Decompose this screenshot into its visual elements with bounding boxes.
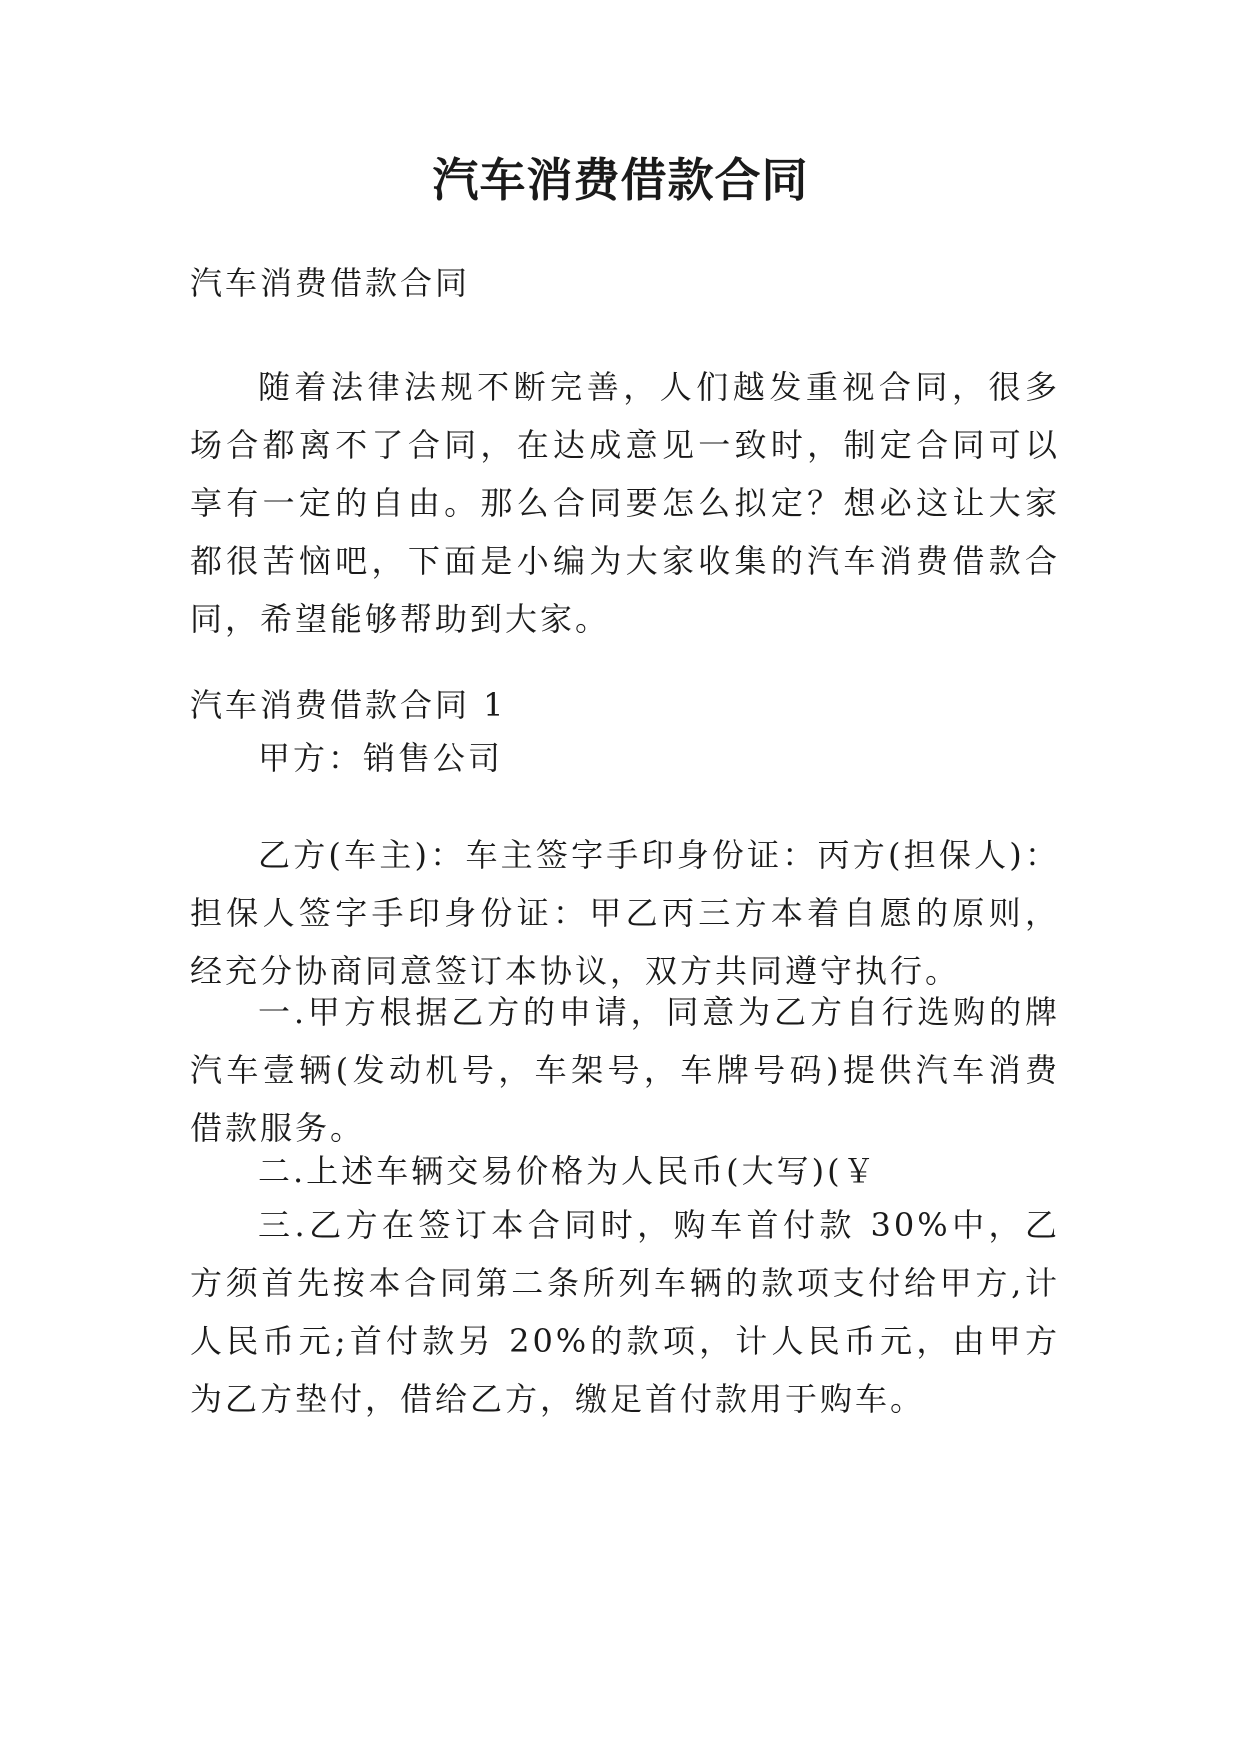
party-a-line: 甲方：销售公司 [258,739,504,777]
contract-heading: 汽车消费借款合同 1 [190,686,507,724]
clause-2-line: 二.上述车辆交易价格为人民币(大写)(￥ [258,1152,878,1190]
party-b-c-paragraph: 乙方(车主)：车主签字手印身份证：丙方(担保人)：担保人签字手印身份证：甲乙丙三方本着自愿的原则，经充分协商同意签订本协议，双方共同遵守执行。 [190,836,1060,990]
intro-paragraph: 随着法律法规不断完善，人们越发重视合同，很多场合都离不了合同，在达成意见一致时，制定合同可以享有一定的自由。那么合同要怎么拟定？想必这让大家都很苦恼吧，下面是小编为大家收集的汽车消费借款合同，希望能够帮助到大家。 [190,368,1060,638]
document-title: 汽车消费借款合同 [432,153,809,207]
document-subtitle: 汽车消费借款合同 [190,264,471,302]
clause-1-paragraph: 一.甲方根据乙方的申请，同意为乙方自行选购的牌汽车壹辆(发动机号，车架号，车牌号码)提供汽车消费借款服务。 [190,993,1060,1147]
clause-3-paragraph: 三.乙方在签订本合同时，购车首付款 30%中，乙方须首先按本合同第二条所列车辆的款项支付给甲方,计人民币元;首付款另 20%的款项，计人民币元，由甲方为乙方垫付，借给乙方，缴足首付款用于购车。 [190,1206,1060,1418]
